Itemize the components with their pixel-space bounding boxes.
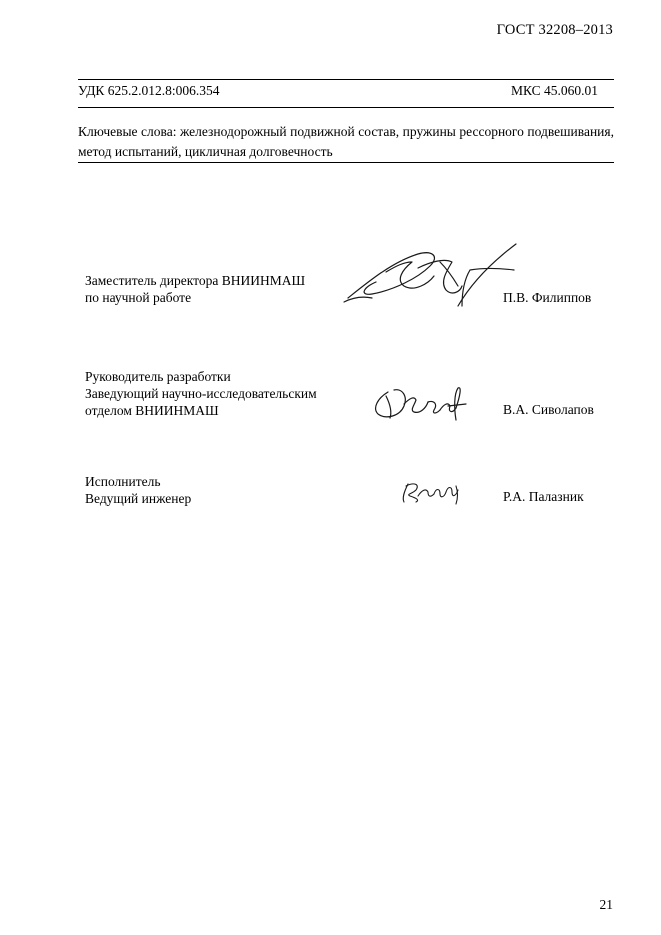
role-line: Заведующий научно-исследовательским: [85, 386, 317, 401]
signature-2: [376, 388, 466, 420]
signatory-role-1: [85, 272, 305, 306]
classification-row: [78, 83, 598, 99]
top-rule: [78, 79, 614, 80]
signatory-role-2: [85, 368, 317, 419]
role-line: по научной работе: [85, 290, 192, 305]
role-line: Руководитель разработки: [85, 369, 231, 384]
signatory-name-1: П.В. Филиппов: [503, 290, 592, 305]
role-line: Исполнитель: [85, 474, 161, 489]
middle-rule: [78, 107, 614, 108]
udk-code: УДК 625.2.012.8:006.354: [78, 83, 220, 98]
bottom-rule: [78, 162, 614, 163]
keywords-text: Ключевые слова: железнодорожный подвижной состав, пружины рессорного подвешивания, метод испытаний, цикличная долговечность: [78, 124, 614, 159]
signatory-role-3: [85, 473, 191, 507]
role-line: Ведущий инженер: [85, 491, 192, 506]
role-line: отделом ВНИИНМАШ: [85, 403, 219, 418]
standard-code: ГОСТ 32208–2013: [496, 22, 613, 38]
signature-1: [344, 244, 516, 306]
signatory-name-3: Р.А. Палазник: [503, 489, 584, 504]
page-number: 21: [599, 897, 613, 912]
mks-code: МКС 45.060.01: [510, 83, 598, 98]
signature-3: [403, 484, 458, 504]
role-line: Заместитель директора ВНИИНМАШ: [85, 273, 306, 288]
signatory-name-2: В.А. Сиволапов: [503, 402, 594, 417]
